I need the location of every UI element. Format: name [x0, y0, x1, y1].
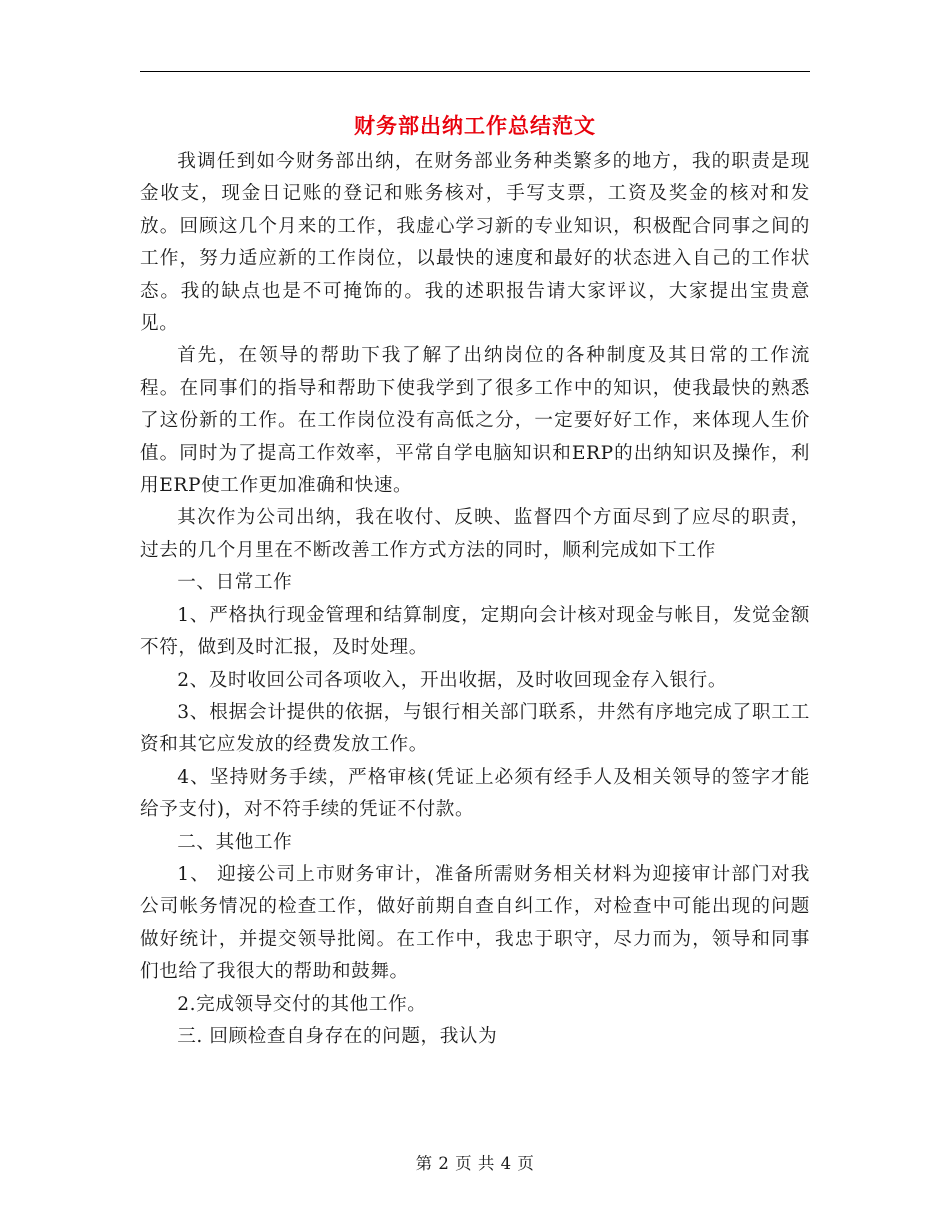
list-item-other-2: 2.完成领导交付的其他工作。 — [177, 993, 427, 1015]
section-heading-review: 三. 回顾检查自身存在的问题，我认为 — [177, 1025, 498, 1047]
list-item-daily-2: 2、及时收回公司各项收入，开出收据，及时收回现金存入银行。 — [177, 669, 728, 691]
list-item-daily-1: 1、严格执行现金管理和结算制度，定期向会计核对现金与帐目，发觉金额不符，做到及时汇报，及时处理。 — [140, 604, 810, 659]
document-title: 财务部出纳工作总结范文 — [354, 113, 596, 138]
document-body — [140, 146, 810, 1053]
page-number-footer: 第 2 页 共 4 页 — [415, 1154, 535, 1173]
paragraph-first: 首先，在领导的帮助下我了解了出纳岗位的各种制度及其日常的工作流程。在同事们的指导和帮助下使我学到了很多工作中的知识，使我最快的熟悉了这份新的工作。在工作岗位没有高低之分，一定要好好工作，来体现人生价值。同时为了提高工作效率，平常自学电脑知识和ERP的出纳知识及操作，利用ERP使工作更加准确和快速。 — [140, 345, 810, 497]
paragraph-intro: 我调任到如今财务部出纳，在财务部业务种类繁多的地方，我的职责是现金收支，现金日记账的登记和账务核对，手写支票，工资及奖金的核对和发放。回顾这几个月来的工作，我虚心学习新的专业知识，积极配合同事之间的工作，努力适应新的工作岗位，以最快的速度和最好的状态进入自己的工作状态。我的缺点也是不可掩饰的。我的述职报告请大家评议，大家提出宝贵意见。 — [140, 151, 810, 335]
list-item-daily-3: 3、根据会计提供的依据，与银行相关部门联系，井然有序地完成了职工工资和其它应发放的经费发放工作。 — [140, 701, 810, 756]
section-heading-daily-work: 一、日常工作 — [177, 572, 293, 594]
header-rule — [140, 71, 810, 72]
section-heading-other-work: 二、其他工作 — [177, 831, 293, 853]
list-item-daily-4: 4、坚持财务手续，严格审核(凭证上必须有经手人及相关领导的签字才能给予支付)，对不符手续的凭证不付款。 — [140, 766, 810, 821]
paragraph-second: 其次作为公司出纳，我在收付、反映、监督四个方面尽到了应尽的职责，过去的几个月里在不断改善工作方式方法的同时，顺利完成如下工作 — [140, 507, 810, 561]
list-item-other-1: 1、 迎接公司上市财务审计，准备所需财务相关材料为迎接审计部门对我公司帐务情况的检查工作，做好前期自查自纠工作，对检查中可能出现的问题做好统计，并提交领导批阅。在工作中，我忠于职守，尽力而为，领导和同事们也给了我很大的帮助和鼓舞。 — [140, 863, 810, 983]
